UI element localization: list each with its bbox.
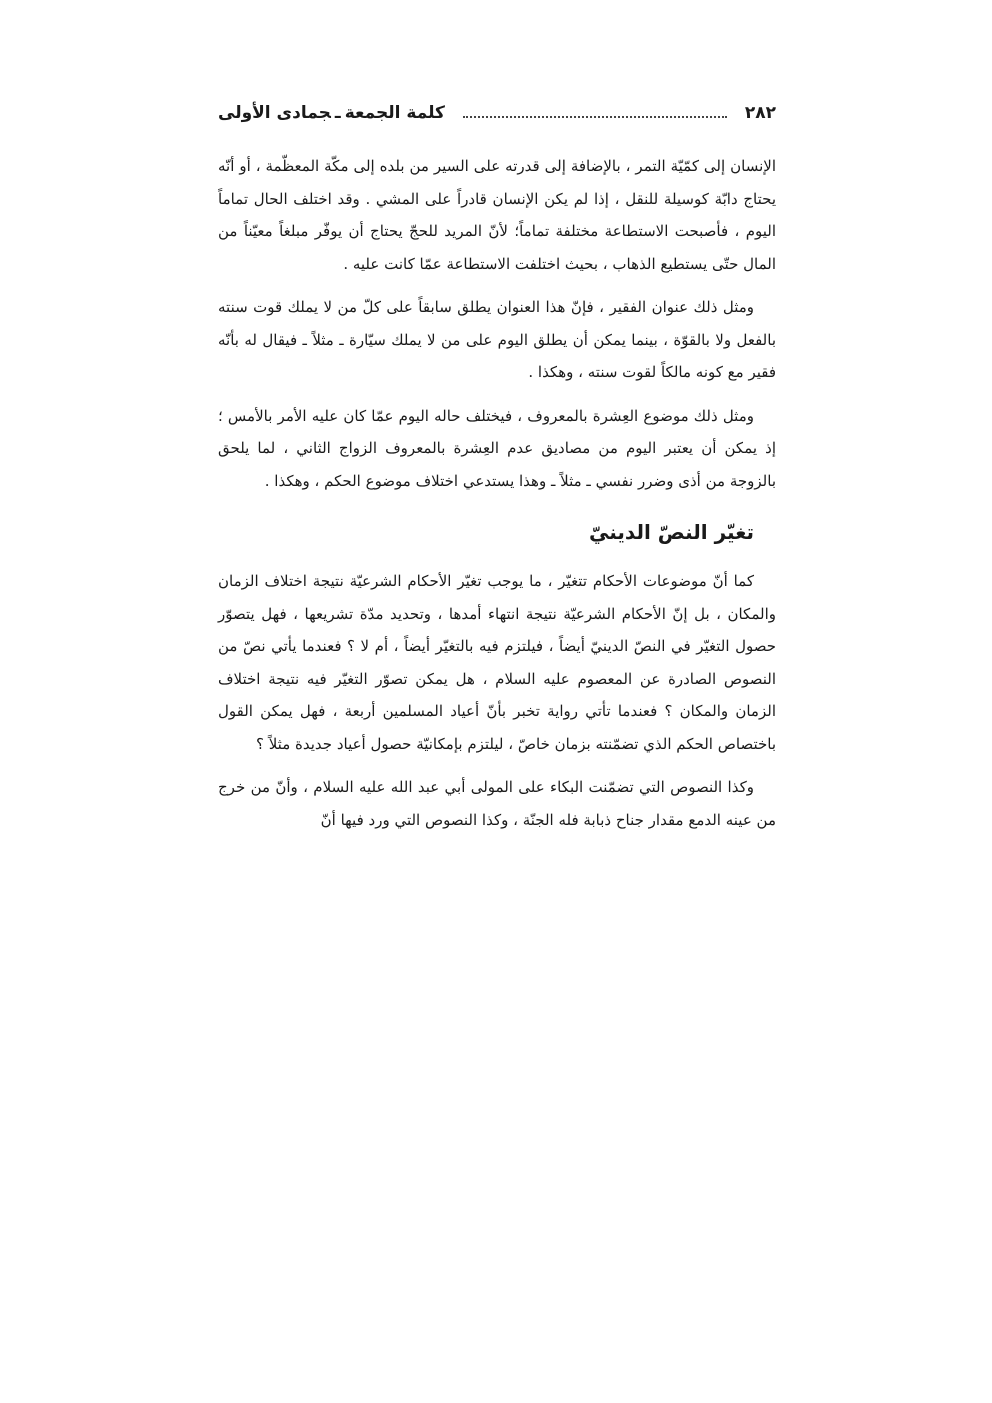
chapter-title: جمادى الأولى: [218, 103, 331, 123]
paragraph: الإنسان إلى كمّيّة التمر ، بالإضافة إلى قدرته على السير من بلده إلى مكّة المعظّمة ، أو أنّه يحتاج دابّة كوسيلة للنقل ، إذا لم يكن الإنسان قادراً على المشي . وقد اختلف الحال تماماً اليوم ، فأصبحت الاستطاعة مختلفة تماماً؛ لأنّ المريد للحجّ يحتاج أن يوفّر مبلغاً معيّناً من المال حتّى يستطيع الذهاب ، بحيث اختلفت الاستطاعة عمّا كانت عليه .: [218, 157, 776, 273]
book-title: كلمة الجمعة: [344, 103, 445, 123]
book-page: [218, 96, 776, 847]
header-separator: ـ: [334, 103, 341, 123]
page-content: [218, 150, 776, 836]
header-title: [218, 103, 445, 123]
paragraph: وكذا النصوص التي تضمّنت البكاء على المولى أبي عبد الله عليه السلام ، وأنّ من خرج من عينه الدمع مقدار جناح ذبابة فله الجنّة ، وكذا النصوص التي ورد فيها أنّ: [218, 778, 776, 829]
paragraph: ومثل ذلك موضوع العِشرة بالمعروف ، فيختلف حاله اليوم عمّا كان عليه الأمر بالأمس ؛ إذ يمكن أن يعتبر اليوم من مصاديق عدم العِشرة بالمعروف الزواج الثاني ، لما يلحق بالزوجة من أذى وضرر نفسي ـ مثلاً ـ وهذا يستدعي اختلاف موضوع الحكم ، وهكذا .: [218, 406, 776, 490]
paragraph: ومثل ذلك عنوان الفقير ، فإنّ هذا العنوان يطلق سابقاً على كلّ من لا يملك قوت سنته بالفعل ولا بالقوّة ، بينما يمكن أن يطلق اليوم على من لا يملك سيّارة ـ مثلاً ـ فيقال له بأنّه فقير مع كونه مالكاً لقوت سنته ، وهكذا .: [218, 298, 776, 381]
section-heading: تغيّر النصّ الدينيّ: [589, 520, 754, 544]
page-number: ٢٨٢: [744, 103, 776, 123]
running-header: [218, 96, 776, 130]
paragraph: كما أنّ موضوعات الأحكام تتغيّر ، ما يوجب تغيّر الأحكام الشرعيّة نتيجة اختلاف الزمان والمكان ، بل إنّ الأحكام الشرعيّة نتيجة انتهاء أمدها ، وتحديد مدّة تشريعها ، فهل يتصوّر حصول التغيّر في النصّ الدينيّ أيضاً ، فيلتزم فيه بالتغيّر أيضاً ، أم لا ؟ فعندما يأتي نصّ من النصوص الصادرة عن المعصوم عليه السلام ، هل يمكن تصوّر التغيّر فيه نتيجة اختلاف الزمان والمكان ؟ فعندما تأتي رواية تخبر بأنّ أعياد المسلمين أربعة ، فهل يمكن القول باختصاص الحكم الذي تضمّنته بزمان خاصّ ، ليلتزم بإمكانيّة حصول أعياد جديدة مثلاً ؟: [218, 572, 776, 753]
header-dotted-leader: [463, 108, 727, 118]
